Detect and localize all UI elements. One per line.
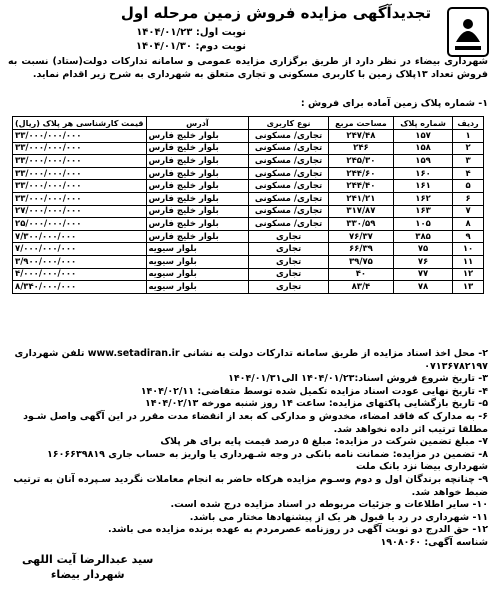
col-price: قیمت کارشناسی هر پلاک (ریال)	[13, 117, 147, 130]
cell-usage: تجاری	[249, 230, 329, 243]
cell-area: ۸۳/۴	[328, 281, 393, 294]
cell-row: ۲	[453, 142, 484, 155]
cell-row: ۱۱	[453, 255, 484, 268]
cell-area: ۷۶/۳۷	[328, 230, 393, 243]
cell-usage: تجاری/ مسکونی	[249, 218, 329, 231]
cell-plot-number: ۱۰۵	[393, 218, 452, 231]
cell-usage: تجاری	[249, 268, 329, 281]
table-row	[13, 230, 484, 243]
table-row	[13, 130, 484, 143]
cell-plot-number: ۳۸۵	[393, 230, 452, 243]
cell-address: بلوار خلیج فارس	[146, 218, 249, 231]
cell-address: بلوار خلیج فارس	[146, 130, 249, 143]
cell-row: ۶	[453, 192, 484, 205]
cell-usage: تجاری/ مسکونی	[249, 180, 329, 193]
cell-row: ۵	[453, 180, 484, 193]
signatory-name: سید عبدالرضا آیت اللهی	[22, 553, 154, 566]
cell-area: ۲۴۵/۳۰	[328, 155, 393, 168]
table-row	[13, 180, 484, 193]
cell-plot-number: ۱۵۹	[393, 155, 452, 168]
table-row	[13, 255, 484, 268]
plots-table	[12, 116, 484, 294]
cell-row: ۷	[453, 205, 484, 218]
cell-price: ۳۳/۰۰۰/۰۰۰/۰۰۰	[13, 130, 147, 143]
cell-price: ۳۳/۰۰۰/۰۰۰/۰۰۰	[13, 180, 147, 193]
cell-plot-number: ۱۵۷	[393, 130, 452, 143]
table-row	[13, 205, 484, 218]
cell-price: ۳۳/۰۰۰/۰۰۰/۰۰۰	[13, 142, 147, 155]
cell-usage: تجاری/ مسکونی	[249, 167, 329, 180]
table-body	[13, 130, 484, 294]
note-item: ۶- به مدارک که فاقد امضاء، مخدوش و مدارکی که بعد از انقضاء مدت مقرر در این آگهی واصل شـود مطلقا ترتیب اثر داده نخواهد شد.	[23, 410, 488, 435]
note-item: ۳- تاریخ شروع فروش اسناد:۱۴۰۴/۰۱/۲۳ الی۱۴۰۴/۰۱/۳۱	[228, 373, 488, 385]
cell-address: بلوار خلیج فارس	[146, 230, 249, 243]
cell-row: ۱	[453, 130, 484, 143]
cell-usage: تجاری/ مسکونی	[249, 130, 329, 143]
cell-usage: تجاری	[249, 243, 329, 256]
cell-row: ۱۳	[453, 281, 484, 294]
publish-date-first: نوبت اول: ۱۴۰۴/۰۱/۲۳	[136, 27, 246, 38]
cell-address: بلوار سیویه	[146, 281, 249, 294]
cell-row: ۱۲	[453, 268, 484, 281]
intro-paragraph: شهرداری بیضاء در نظر دارد از طریق برگزاری مزایده عمومی و سامانه تدارکات دولت(ستاد) نسبت به فروش تعداد ۱۳پلاک زمین با کاربری مسکونی و تجاری متعلق به شهرداری به شرح زیر اقدام نماید.	[8, 56, 488, 80]
cell-area: ۲۴۶	[328, 142, 393, 155]
cell-usage: تجاری/ مسکونی	[249, 155, 329, 168]
cell-address: بلوار خلیج فارس	[146, 180, 249, 193]
cell-area: ۳۱۷/۸۷	[328, 205, 393, 218]
cell-area: ۲۴۷/۴۸	[328, 130, 393, 143]
note-item: ۲- محل اخذ اسناد مزایده از طریق سامانه تدارکات دولت به نشانی www.setadiran.ir تلفن شهرداری ۰۷۱۳۶۷۸۲۱۹۷	[14, 348, 488, 372]
cell-area: ۲۴۴/۶۰	[328, 167, 393, 180]
cell-address: بلوار خلیج فارس	[146, 155, 249, 168]
cell-area: ۳۳۰/۵۹	[328, 218, 393, 231]
col-area: مساحت مربع	[328, 117, 393, 130]
table-header-row	[13, 117, 484, 130]
note-item: ۹- چنانچه برندگان اول و دوم وسـوم مزایده هرکاه حاضر به انجام معاملات نگردید سـپرده آنان به ترتیب ضبط خواهد شد.	[13, 473, 488, 498]
cell-usage: تجاری/ مسکونی	[249, 205, 329, 218]
cell-area: ۴۰	[328, 268, 393, 281]
note-item: ۱۲- حق الدرج دو نوبت آگهی در روزنامه عصرمردم به عهده برنده مزایده می باشد.	[108, 524, 488, 536]
cell-address: بلوار سیویه	[146, 268, 249, 281]
table-row	[13, 281, 484, 294]
cell-plot-number: ۷۷	[393, 268, 452, 281]
cell-usage: تجاری/ مسکونی	[249, 192, 329, 205]
note-item: ۷- مبلغ تضمین شرکت در مزایده: مبلغ ۵ درصد قیمت پایه برای هر پلاک	[160, 436, 488, 448]
cell-address: بلوار خلیج فارس	[146, 192, 249, 205]
cell-price: ۲۷/۰۰۰/۰۰۰/۰۰۰	[13, 205, 147, 218]
cell-plot-number: ۱۵۸	[393, 142, 452, 155]
cell-price: ۳۳/۰۰۰/۰۰۰/۰۰۰	[13, 167, 147, 180]
cell-row: ۱۰	[453, 243, 484, 256]
note-item: ۱۱- شهرداری در رد یا قبول هر یک از پیشنهادها مختار می باشد.	[189, 511, 488, 523]
col-plot-number: شماره پلاک	[393, 117, 452, 130]
cell-price: ۷/۰۰۰/۰۰۰/۰۰۰	[13, 243, 147, 256]
cell-area: ۲۴۱/۲۱	[328, 192, 393, 205]
table-row	[13, 142, 484, 155]
publish-dates	[136, 26, 246, 54]
cell-usage: تجاری/ مسکونی	[249, 142, 329, 155]
table-row	[13, 155, 484, 168]
cell-plot-number: ۱۶۳	[393, 205, 452, 218]
table-row	[13, 243, 484, 256]
cell-price: ۳۳/۰۰۰/۰۰۰/۰۰۰	[13, 155, 147, 168]
table-row	[13, 167, 484, 180]
cell-address: بلوار خلیج فارس	[146, 167, 249, 180]
cell-price: ۳/۹۰۰/۰۰۰/۰۰۰	[13, 255, 147, 268]
col-address: آدرس	[146, 117, 249, 130]
note-item: ۸- تضمین در مزایده: ضمانت نامه بانکی در وجه شـهرداری یا واریز به حساب جاری ۱۶۰۶۶۳۹۸۱۹ شهرداری بیضا نزد بانک ملت	[46, 448, 488, 473]
section-1-heading: ۱- شماره پلاک زمین آماده برای فروش :	[300, 98, 488, 109]
note-item: ۵- تاریخ بازگشایی پاکتهای مزایده: ساعت ۱۴ روز شنبه مورخه ۱۴۰۴/۰۲/۱۳	[144, 398, 488, 410]
cell-plot-number: ۱۶۰	[393, 167, 452, 180]
cell-plot-number: ۱۶۲	[393, 192, 452, 205]
cell-price: ۸/۳۴۰/۰۰۰/۰۰۰	[13, 281, 147, 294]
notes-list	[8, 348, 488, 550]
cell-price: ۷/۳۰۰/۰۰۰/۰۰۰	[13, 230, 147, 243]
cell-address: بلوار خلیج فارس	[146, 205, 249, 218]
cell-address: بلوار سیویه	[146, 243, 249, 256]
cell-address: بلوار سیویه	[146, 255, 249, 268]
ad-title: تجدیدآگهی مزایده فروش زمین مرحله اول	[120, 4, 432, 22]
cell-usage: تجاری	[249, 255, 329, 268]
cell-price: ۴/۰۰۰/۰۰۰/۰۰۰	[13, 268, 147, 281]
note-item: ۱۰- سایر اطلاعات و جزئیات مربوطه در اسناد مزایده درج شده است.	[170, 499, 488, 511]
note-item: ۴- تاریخ نهایی عودت اسناد مزایده تکمیل شده توسط متقاضی: ۱۴۰۴/۰۲/۱۱	[140, 385, 488, 397]
cell-plot-number: ۷۶	[393, 255, 452, 268]
table-row	[13, 268, 484, 281]
signatory-role: شهردار بیضاء	[50, 568, 125, 581]
cell-area: ۳۹/۷۵	[328, 255, 393, 268]
cell-plot-number: ۷۸	[393, 281, 452, 294]
col-usage: نوع کاربری	[249, 117, 329, 130]
cell-price: ۲۵/۰۰۰/۰۰۰/۰۰۰	[13, 218, 147, 231]
cell-row: ۳	[453, 155, 484, 168]
table-row	[13, 218, 484, 231]
cell-area: ۲۴۴/۴۰	[328, 180, 393, 193]
cell-row: ۹	[453, 230, 484, 243]
cell-price: ۳۳/۰۰۰/۰۰۰/۰۰۰	[13, 192, 147, 205]
publish-date-second: نوبت دوم: ۱۴۰۴/۰۱/۳۰	[135, 41, 246, 52]
cell-row: ۴	[453, 167, 484, 180]
col-row: ردیف	[453, 117, 484, 130]
cell-address: بلوار خلیج فارس	[146, 142, 249, 155]
cell-plot-number: ۷۵	[393, 243, 452, 256]
cell-plot-number: ۱۶۱	[393, 180, 452, 193]
cell-row: ۸	[453, 218, 484, 231]
note-item: شناسه آگهی: ۱۹۰۸۰۶۰	[380, 536, 488, 548]
cell-area: ۶۶/۳۹	[328, 243, 393, 256]
signature-block	[22, 552, 153, 582]
table-row	[13, 192, 484, 205]
cell-usage: تجاری	[249, 281, 329, 294]
